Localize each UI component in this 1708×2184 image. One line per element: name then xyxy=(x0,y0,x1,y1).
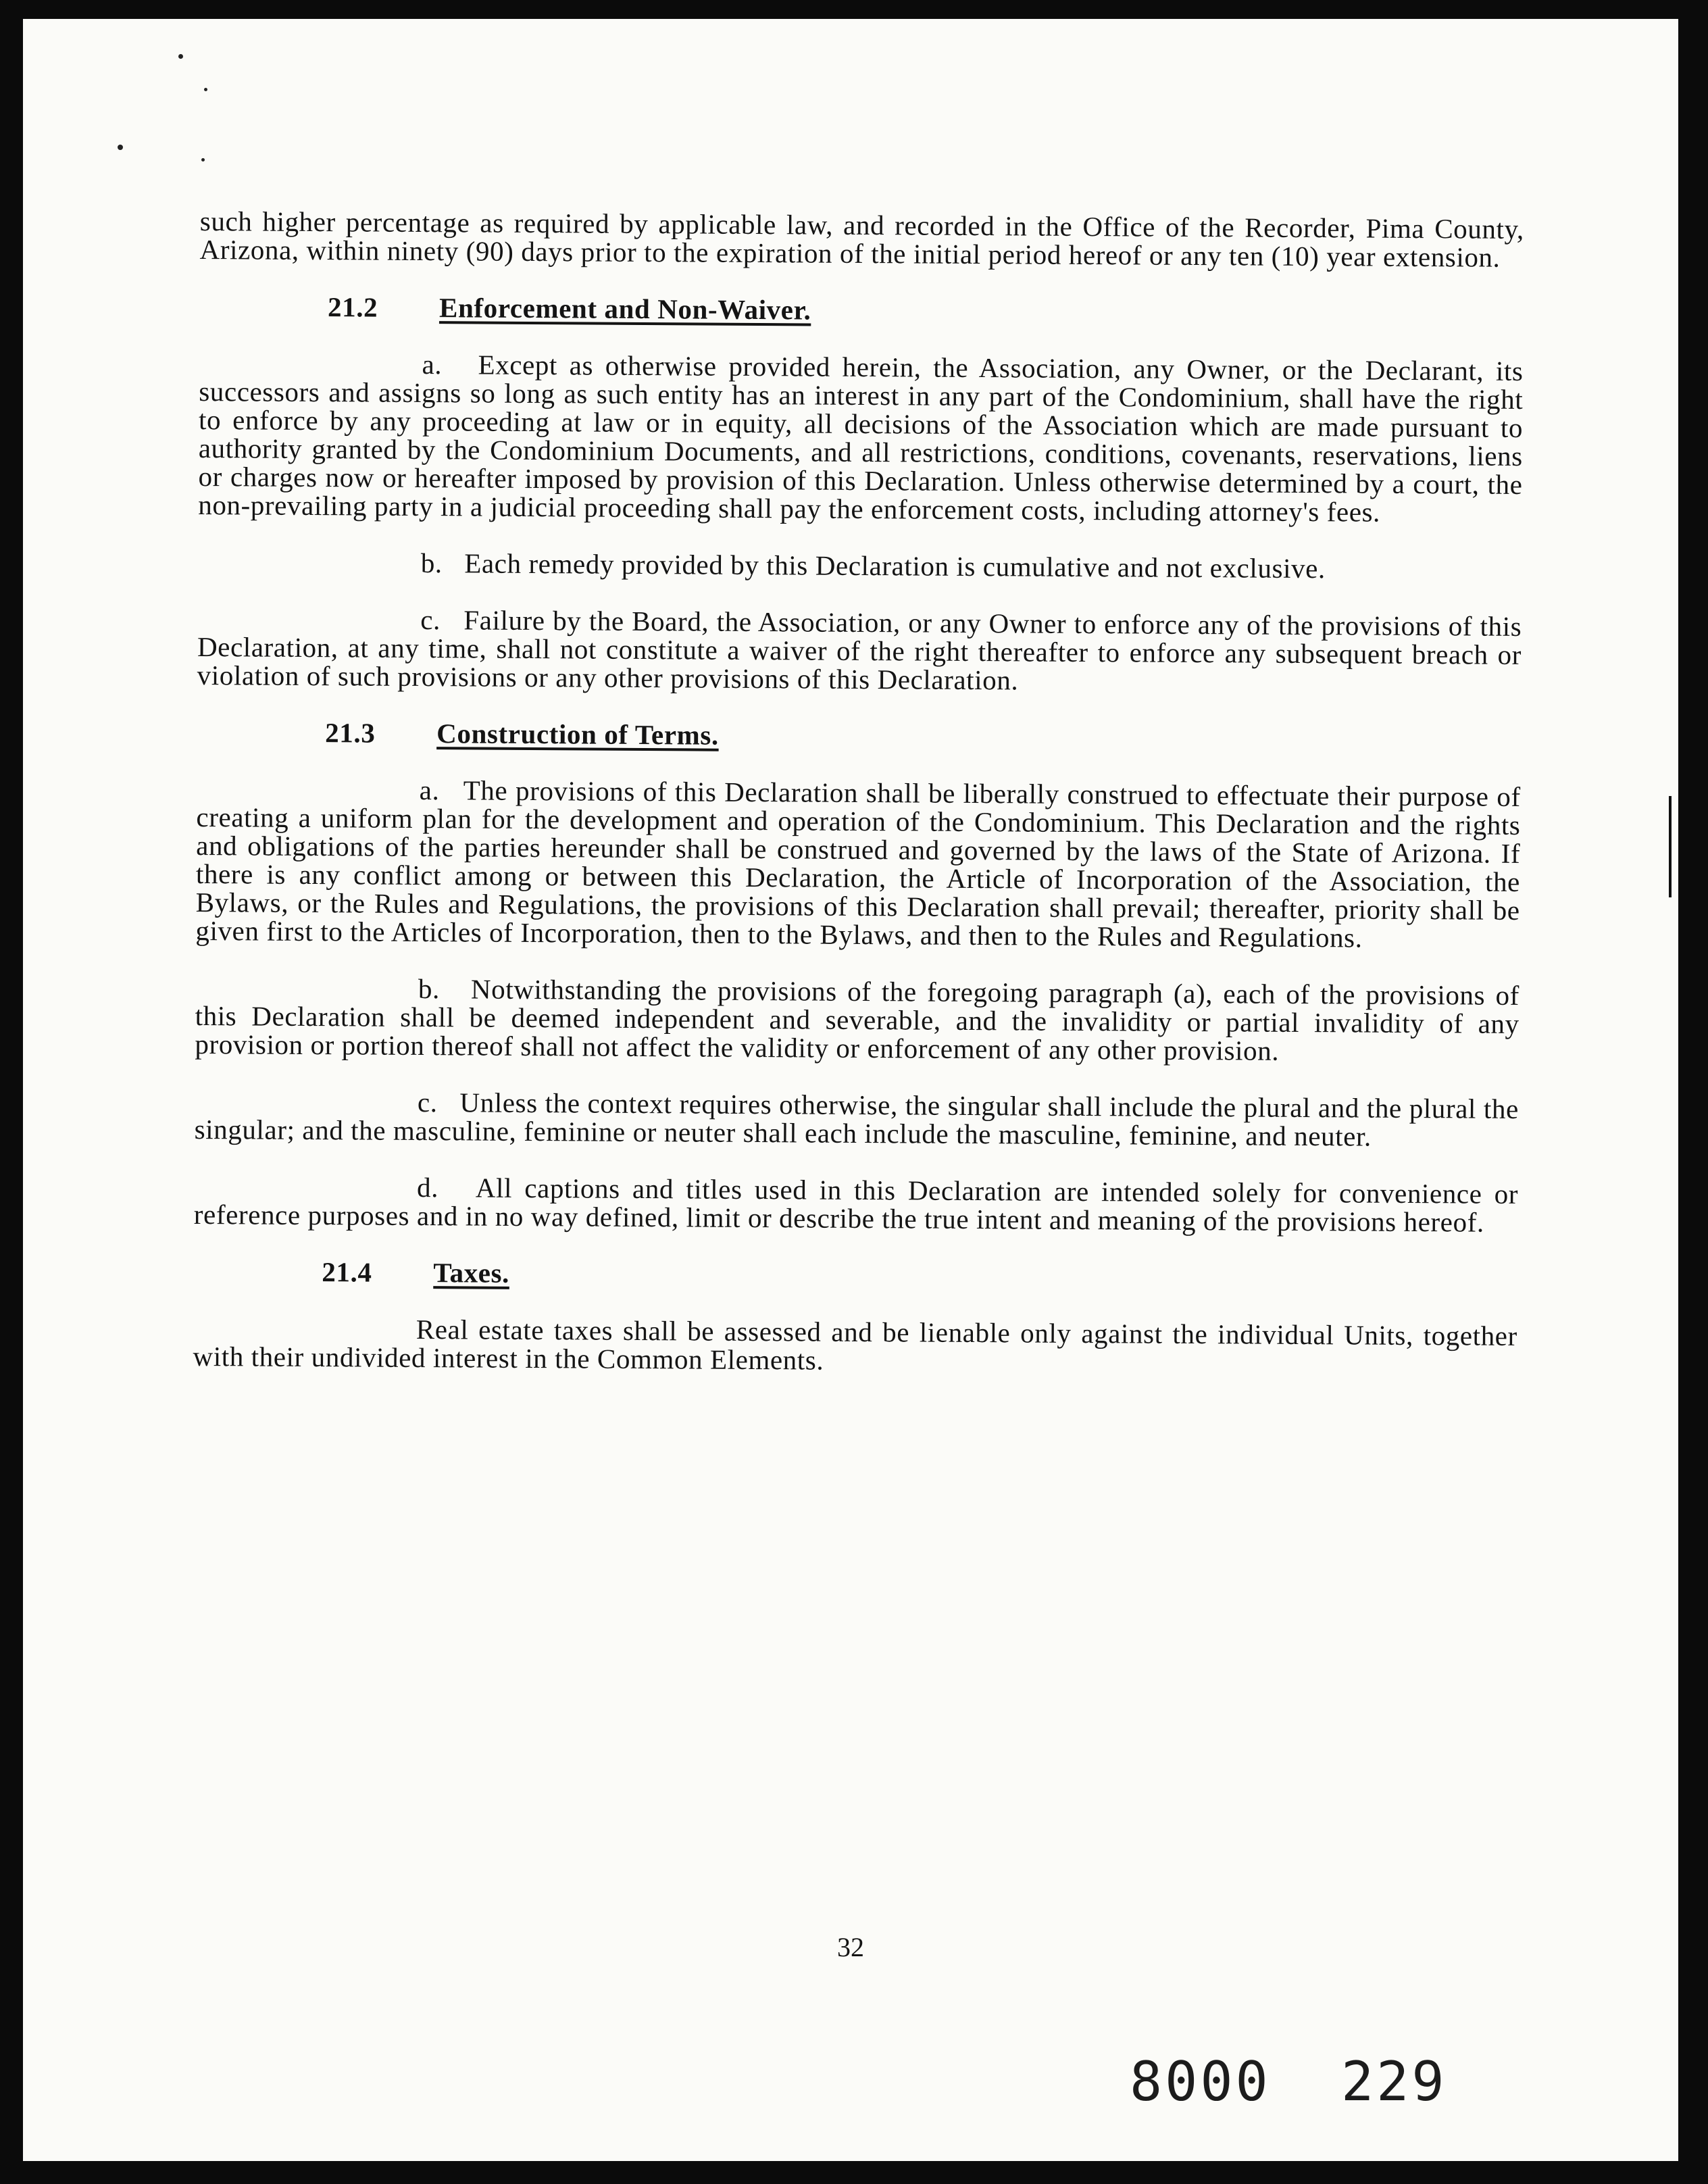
body-paragraph: c. Failure by the Board, the Association, or any Owner to enforce any of the provisions of this Declaration, at any time, shall not constitute a waiver of the right thereafter to enforce any subsequent breach or violation of such provisions or any other provisions of this Declaration. xyxy=(197,604,1522,696)
section-title: Construction of Terms. xyxy=(436,718,719,751)
body-paragraph: Real estate taxes shall be assessed and be lienable only against the individual Units, together with their undivided interest in the Common Elements. xyxy=(193,1313,1517,1376)
body-paragraph: b. Each remedy provided by this Declaration is cumulative and not exclusive. xyxy=(420,547,1326,585)
body-paragraph: a. The provisions of this Declaration shall be liberally construed to effectuate their purpose of creating a uniform plan for the development and operation of the Condominium. This Declaration and the rights and obligations of the parties hereunder shall be construed and governed by the laws of the State of Arizona. If there is any conflict among or between this Declaration, the Article of Incorporation of the Association, the Bylaws, or the Rules and Regulations, the provisions of this Declaration shall prevail; thereafter, priority shall be given first to the Articles of Incorporation, then to the Bylaws, and then to the Rules and Regulations. xyxy=(195,774,1521,953)
body-paragraph: a. Except as otherwise provided herein, the Association, any Owner, or the Declarant, its successors and assigns so long as such entity has an interest in any part of the Condominium, shall have the right to enforce by any proceeding at law or in equity, all decisions of the Association which are made pursuant to authority granted by the Condominium Documents, and all restrictions, conditions, covenants, reservations, liens or charges now or hereafter imposed by provision of this Declaration. Unless otherwise determined by a court, the non-prevailing party in a judicial proceeding shall pay the enforcement costs, including attorney's fees. xyxy=(198,349,1524,528)
section-number: 21.2 xyxy=(327,291,378,323)
document-stamp-number: 8000 229 xyxy=(1130,2050,1447,2113)
document-body xyxy=(193,207,1524,1379)
scan-speck xyxy=(118,145,123,150)
scan-edge-mark xyxy=(1669,796,1672,897)
section-title: Enforcement and Non-Waiver. xyxy=(438,292,811,326)
body-paragraph: d. All captions and titles used in this Declaration are intended solely for convenience or reference purposes and in no way defined, limit or describe the true intent and meaning of the provisions hereof. xyxy=(193,1171,1519,1238)
section-title: Taxes. xyxy=(433,1257,510,1289)
scan-speck xyxy=(201,158,205,162)
scan-speck xyxy=(204,88,207,91)
body-paragraph: b. Notwithstanding the provisions of the foregoing paragraph (a), each of the provisions of this Declaration shall be deemed independent and severable, and the invalidity or partial invalidity of any provision or portion thereof shall not affect the validity or enforcement of any other provision. xyxy=(195,972,1520,1066)
document-page xyxy=(23,19,1678,2161)
scan-speck xyxy=(178,54,183,59)
page-number: 32 xyxy=(837,1932,864,1962)
body-paragraph: c. Unless the context requires otherwise, the singular shall include the plural and the plural the singular; and the masculine, feminine or neuter shall each include the masculine, feminine, and neuter. xyxy=(194,1086,1519,1152)
section-number: 21.4 xyxy=(322,1256,372,1288)
body-paragraph: such higher percentage as required by applicable law, and recorded in the Office of the Recorder, Pima County, Arizona, within ninety (90) days prior to the expiration of the initial period hereof or any ten (10) year extension. xyxy=(199,205,1524,273)
section-number: 21.3 xyxy=(325,717,376,749)
